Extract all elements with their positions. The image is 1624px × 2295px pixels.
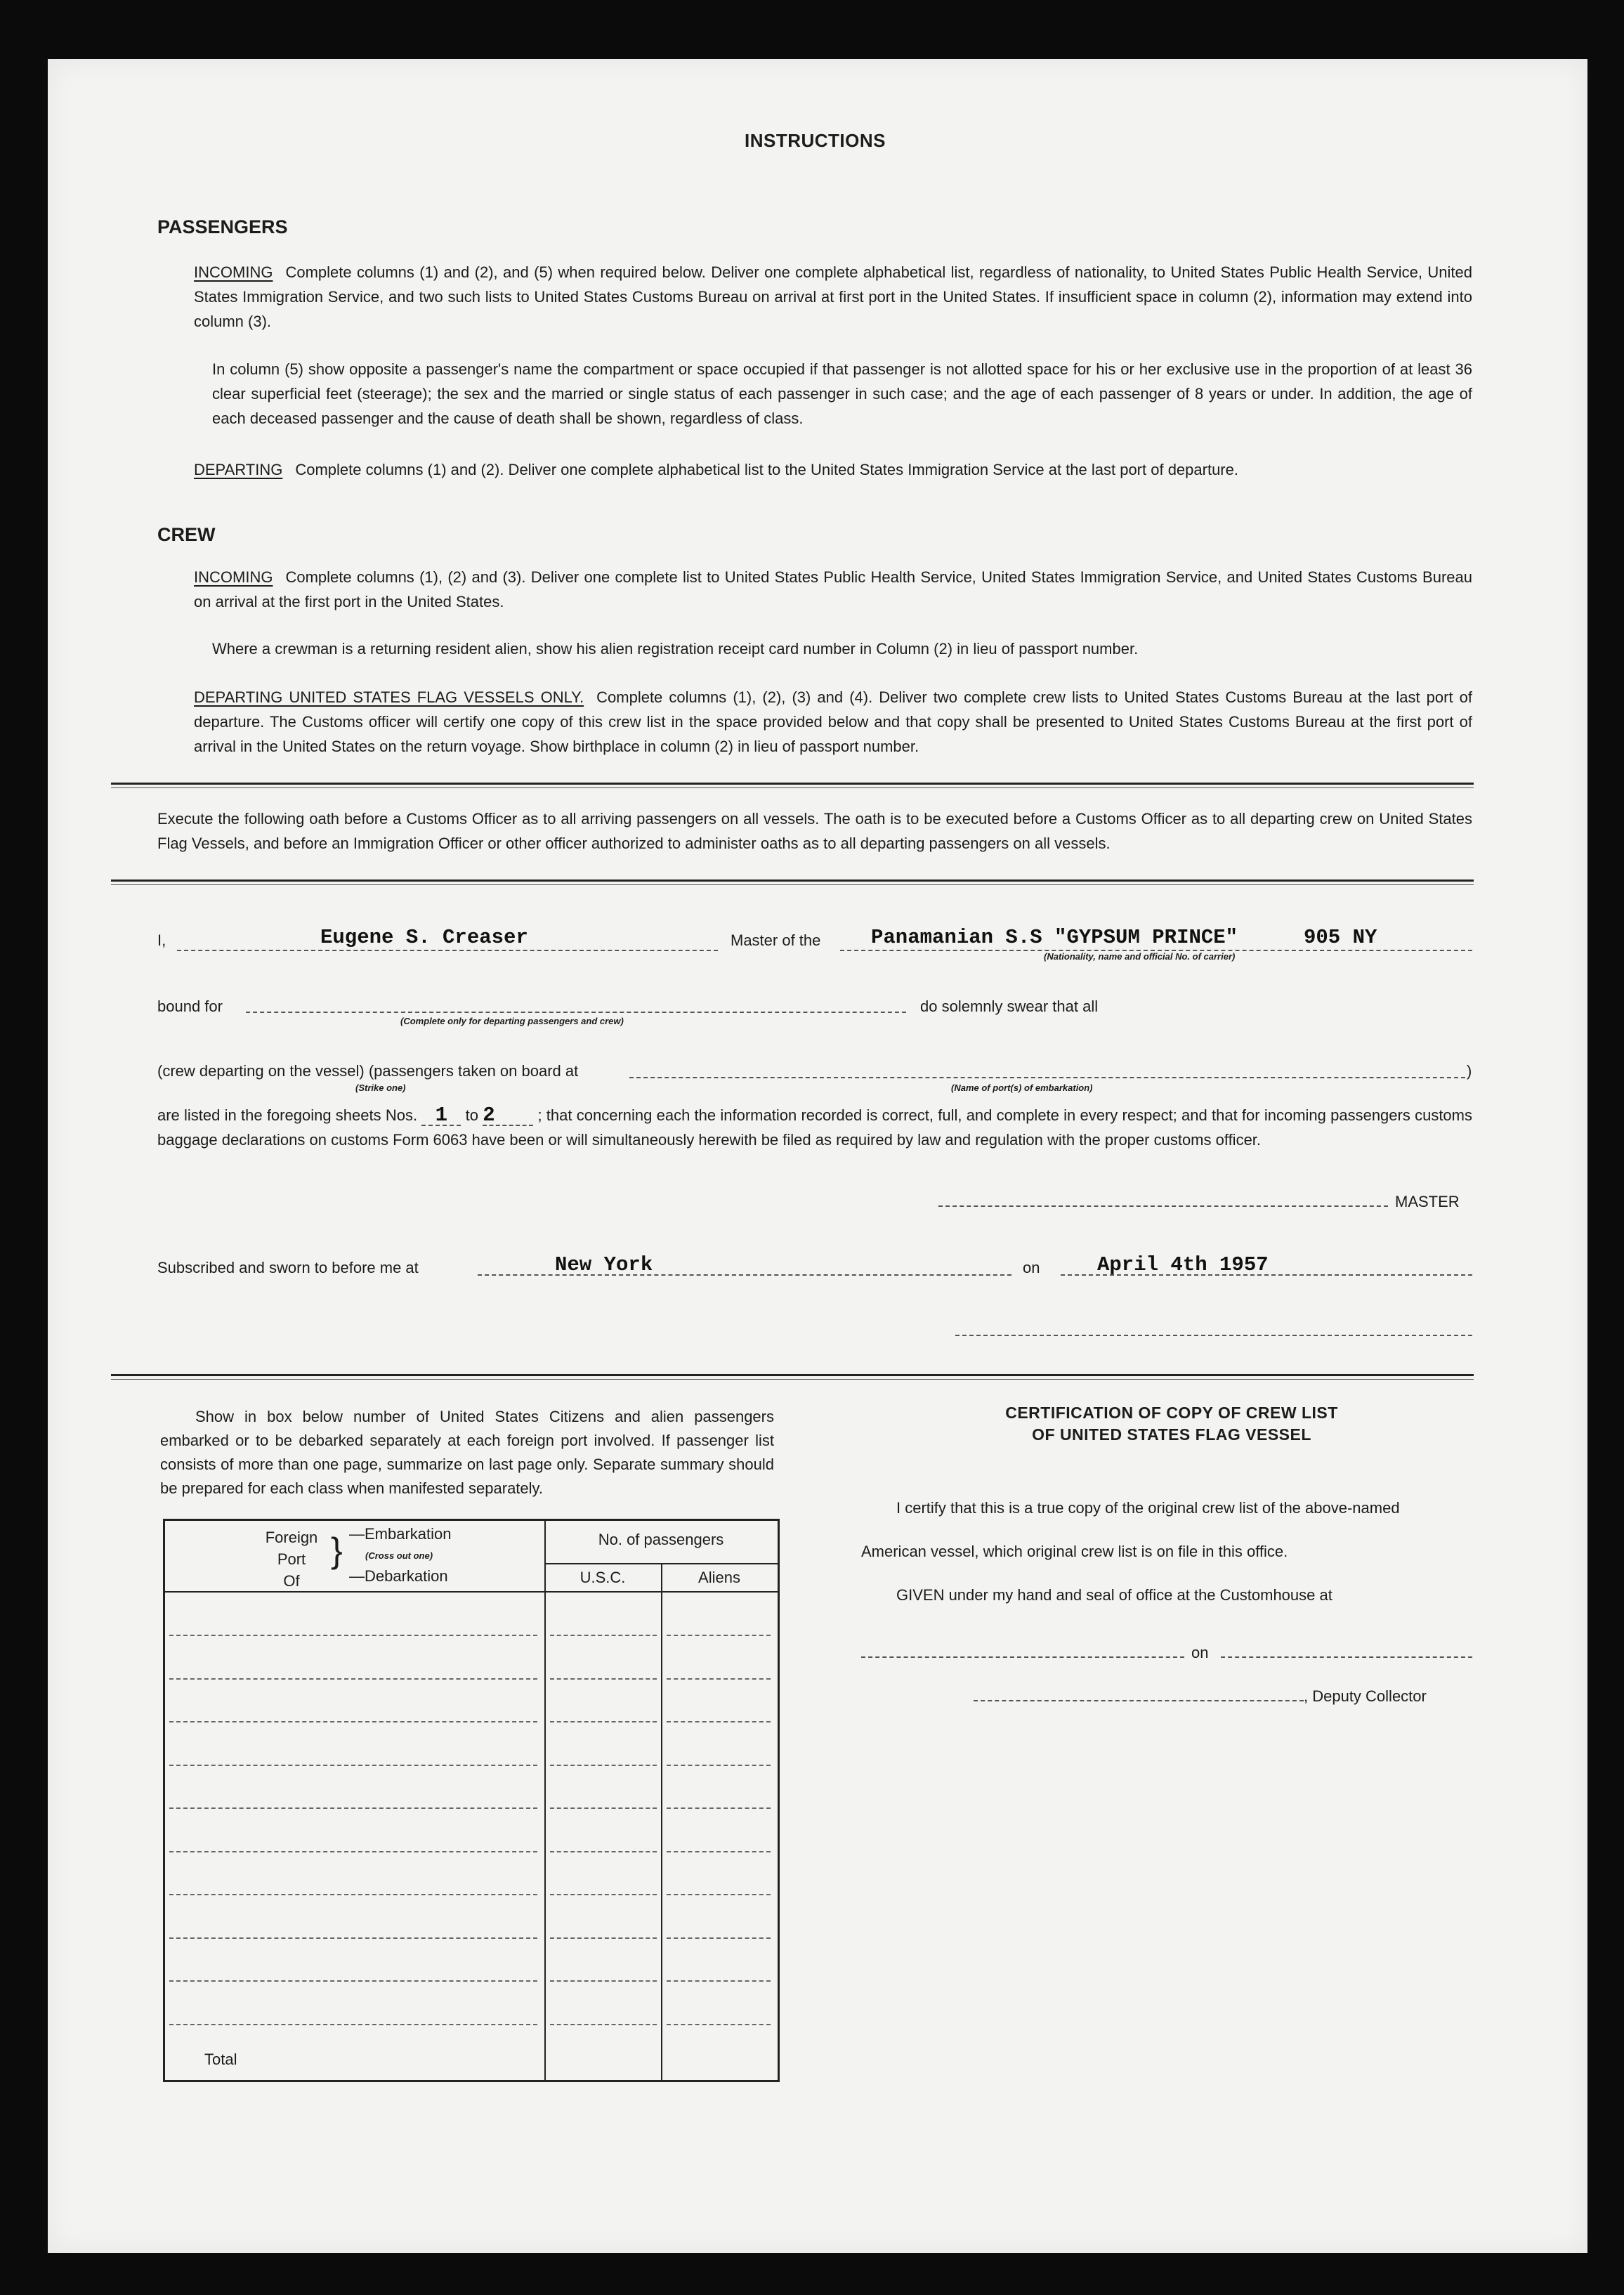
crew-departing-label: DEPARTING UNITED STATES FLAG VESSELS ONLY. <box>194 688 584 706</box>
oath-instruction: Execute the following oath before a Customs Officer as to all arriving passengers on all vessels. The oath is to be executed before a Customs Officer as to all departing crew on United States Flag Vessels, and before an Immigration Officer or other officer authorized to administer oaths as to all departing passengers on all vessels. <box>157 810 1472 852</box>
brace-icon: } <box>331 1531 343 1570</box>
summary-row-line[interactable] <box>169 1851 537 1852</box>
summary-subheader-line <box>544 1563 778 1564</box>
certification-on-label: on <box>1191 1644 1209 1661</box>
sworn-place[interactable]: New York <box>555 1253 653 1276</box>
crew-resident-text: Where a crewman is a returning resident alien, show his alien registration receipt card number in Column (2) in lieu of passport number. <box>212 640 1139 658</box>
certification-title <box>863 1402 1481 1446</box>
master-label: MASTER <box>1395 1193 1460 1210</box>
passengers-departing-text: Complete columns (1) and (2). Deliver one complete alphabetical list to the United States Immigration Service at the last port of departure. <box>295 461 1238 478</box>
aliens-header: Aliens <box>698 1569 740 1586</box>
summary-row-line[interactable] <box>667 1894 771 1895</box>
summary-row-line[interactable] <box>667 1937 771 1939</box>
summary-row-line[interactable] <box>169 1635 537 1636</box>
summary-row-line[interactable] <box>667 1635 771 1636</box>
summary-col-divider-2 <box>661 1563 662 2080</box>
crew-incoming-block <box>194 565 1472 614</box>
divider-3 <box>111 1374 1474 1380</box>
bound-for-line[interactable] <box>246 1012 906 1013</box>
officer-signature-line[interactable] <box>955 1335 1472 1336</box>
crew-departing-label-line: (crew departing on the vessel) (passengers taken on board at <box>157 1062 579 1080</box>
passengers-departing-block <box>194 457 1472 482</box>
bound-for-caption: (Complete only for departing passengers and crew) <box>400 1016 624 1026</box>
usc-header: U.S.C. <box>579 1569 626 1586</box>
summary-row-line[interactable] <box>169 1807 537 1809</box>
cross-out-caption: (Cross out one) <box>365 1550 433 1561</box>
summary-row-line[interactable] <box>667 1765 771 1766</box>
no-passengers-header: No. of passengers <box>598 1531 724 1548</box>
summary-col-divider-1 <box>544 1521 546 2080</box>
foreign-port-of <box>256 1526 327 1592</box>
summary-instruction: Show in box below number of United States Citizens and alien passengers embarked or to be debarked separately at each foreign port involved. If passenger list consists of more than one page, summarize on last page only. Separate summary should be prepared for each class when manifested separately. <box>160 1408 774 1497</box>
summary-row-line[interactable] <box>667 1721 771 1722</box>
divider-1 <box>111 783 1474 788</box>
sworn-on-label: on <box>1023 1259 1040 1276</box>
passengers-heading: PASSENGERS <box>157 216 288 237</box>
embarkation-port-line[interactable] <box>629 1077 1465 1078</box>
oath-i-label: I, <box>157 931 166 949</box>
certification-line-2: American vessel, which original crew list is on file in this office. <box>861 1543 1288 1560</box>
foreign-label: Foreign <box>265 1529 318 1546</box>
ports-caption: (Name of port(s) of embarkation) <box>951 1083 1093 1093</box>
summary-row-line[interactable] <box>667 1980 771 1982</box>
customhouse-line[interactable] <box>861 1656 1184 1658</box>
summary-row-line[interactable] <box>169 2024 537 2025</box>
to-label: to <box>465 1106 478 1124</box>
crew-departing-block <box>194 685 1472 759</box>
certification-line-1: I certify that this is a true copy of the original crew list of the above-named <box>896 1499 1400 1517</box>
passengers-departing-label: DEPARTING <box>194 461 283 478</box>
passengers-incoming-text: Complete columns (1) and (2), and (5) when required below. Deliver one complete alphabetical list, regardless of nationality, to United States Public Health Service, United States Immigration Service, and two such lists to United States Customs Bureau on arrival at first port in the United States. If insufficient space in column (2), information may extend into column (3). <box>194 263 1472 330</box>
page-title: INSTRUCTIONS <box>745 130 886 151</box>
master-name-line <box>177 950 718 951</box>
listed-statement <box>157 1103 1472 1152</box>
summary-row-line[interactable] <box>667 1678 771 1680</box>
sheet-from[interactable]: 1 <box>421 1106 461 1126</box>
master-of-label: Master of the <box>731 931 821 949</box>
deputy-label: , Deputy Collector <box>1304 1687 1427 1705</box>
crew-incoming-label: INCOMING <box>194 568 273 586</box>
summary-row-line[interactable] <box>550 1678 657 1680</box>
summary-row-line[interactable] <box>550 1765 657 1766</box>
summary-row-line[interactable] <box>550 1721 657 1722</box>
listed-rest: ; that concerning each the information recorded is correct, full, and complete in every respect; and that for incoming passengers customs baggage declarations on customs Form 6063 have been or will simultaneously herewith be filed as required by law and regulation with the proper customs officer. <box>157 1106 1472 1149</box>
summary-row-line[interactable] <box>169 1980 537 1982</box>
summary-row-line[interactable] <box>169 1678 537 1680</box>
port-label: Port <box>277 1550 306 1568</box>
summary-box <box>163 1519 780 2082</box>
crew-departing-text: Complete columns (1), (2), (3) and (4). Deliver two complete crew lists to United States Customs Bureau at the last port of departure. The Customs officer will certify one copy of this crew list in the space provided below and that copy shall be presented to United States Customs Bureau at the first port of arrival in the United States on the return voyage. Show birthplace in column (2) in lieu of passport number. <box>194 688 1472 755</box>
summary-row-line[interactable] <box>550 1851 657 1852</box>
certification-title-2: OF UNITED STATES FLAG VESSEL <box>1032 1425 1311 1444</box>
divider-2 <box>111 880 1474 885</box>
vessel-caption: (Nationality, name and official No. of carrier) <box>1044 951 1236 962</box>
of-label: Of <box>283 1572 300 1590</box>
summary-row-line[interactable] <box>550 2024 657 2025</box>
summary-row-line[interactable] <box>550 1807 657 1809</box>
summary-row-line[interactable] <box>667 1807 771 1809</box>
summary-row-line[interactable] <box>550 1635 657 1636</box>
master-name[interactable]: Eugene S. Creaser <box>320 926 528 949</box>
bound-for-label: bound for <box>157 998 223 1015</box>
sworn-date[interactable]: April 4th 1957 <box>1097 1253 1269 1276</box>
summary-row-line[interactable] <box>169 1894 537 1895</box>
debarkation-label[interactable]: —Debarkation <box>349 1567 448 1585</box>
embarkation-label[interactable]: —Embarkation <box>349 1525 452 1543</box>
vessel-name[interactable]: Panamanian S.S "GYPSUM PRINCE" <box>871 926 1238 949</box>
summary-row-line[interactable] <box>667 1851 771 1852</box>
summary-row-line[interactable] <box>169 1721 537 1722</box>
deputy-signature-line[interactable] <box>974 1700 1304 1701</box>
summary-row-line[interactable] <box>550 1980 657 1982</box>
certification-date-line[interactable] <box>1221 1656 1472 1658</box>
listed-label: are listed in the foregoing sheets Nos. <box>157 1106 418 1124</box>
summary-row-line[interactable] <box>667 2024 771 2025</box>
summary-row-line[interactable] <box>550 1894 657 1895</box>
subscribed-label: Subscribed and sworn to before me at <box>157 1259 419 1276</box>
certification-title-1: CERTIFICATION OF COPY OF CREW LIST <box>1005 1404 1338 1422</box>
crew-heading: CREW <box>157 524 216 545</box>
strike-caption: (Strike one) <box>355 1083 406 1093</box>
passengers-incoming-block <box>194 260 1472 334</box>
total-label: Total <box>204 2051 237 2068</box>
master-signature-line[interactable] <box>938 1205 1388 1207</box>
certification-line-3: GIVEN under my hand and seal of office at the Customhouse at <box>896 1586 1332 1604</box>
passengers-incoming-label: INCOMING <box>194 263 273 281</box>
swear-label: do solemnly swear that all <box>920 998 1099 1015</box>
crew-incoming-text: Complete columns (1), (2) and (3). Deliver one complete list to United States Public Health Service, United States Immigration Service, and United States Customs Bureau on arrival at the first port in the United States. <box>194 568 1472 610</box>
sheet-to[interactable]: 2 <box>483 1106 533 1126</box>
summary-row-line[interactable] <box>169 1937 537 1939</box>
passengers-column5-text: In column (5) show opposite a passenger's name the compartment or space occupied if that passenger is not allotted space for his or her exclusive use in the proportion of at least 36 clear superficial feet (steerage); the sex and the married or single status of each passenger in such case; and the age of each passenger of 8 years or under. In addition, the age of each deceased passenger and the cause of death shall be shown, regardless of class. <box>212 360 1472 427</box>
vessel-number[interactable]: 905 NY <box>1304 926 1377 949</box>
close-paren: ) <box>1467 1062 1472 1080</box>
summary-row-line[interactable] <box>550 1937 657 1939</box>
summary-row-line[interactable] <box>169 1765 537 1766</box>
